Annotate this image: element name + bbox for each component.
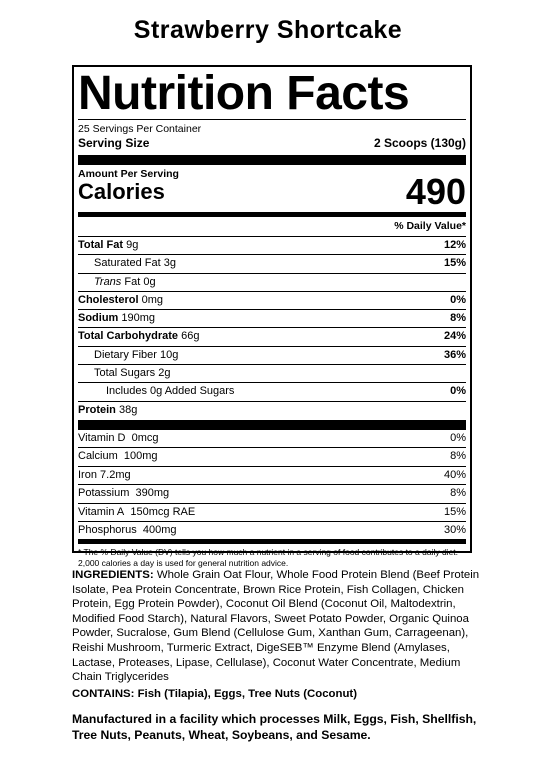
nutrient-amount: 3g bbox=[163, 257, 176, 270]
nutrient-dv: 24% bbox=[443, 330, 466, 343]
ingredients-label: INGREDIENTS: bbox=[72, 569, 154, 581]
nutrient-amount: 190mg bbox=[121, 312, 156, 325]
allergen-contains: CONTAINS: Fish (Tilapia), Eggs, Tree Nuts (Coconut) bbox=[72, 687, 357, 700]
vitamin-amount: 150mcg RAE bbox=[130, 505, 196, 518]
vitamin-row-potassium bbox=[78, 484, 466, 502]
nutrient-row-dietary-fiber bbox=[78, 346, 466, 364]
vitamin-amount: 400mg bbox=[142, 523, 177, 536]
nutrient-amount: 0mg bbox=[141, 293, 163, 306]
serving-size-value: 2 Scoops (130g) bbox=[373, 136, 466, 150]
nutrient-row-total-carbohydrate bbox=[78, 327, 466, 345]
nutrient-amount: 0g bbox=[143, 275, 156, 288]
vitamin-list bbox=[78, 430, 466, 539]
nutrient-amount: 2g bbox=[158, 367, 171, 380]
panel-title: Nutrition Facts bbox=[78, 67, 410, 120]
nutrient-dv: 8% bbox=[450, 312, 466, 325]
ingredients-text: Whole Grain Oat Flour, Whole Food Protein Blend (Beef Protein Isolate, Pea Protein Concentrate, Brown Rice Protein, Fish Collagen, Chicken Protein, Egg Protein Powder), Coconut Oil Blend (Coconut Oil, Maltodextrin, Modified Food Starch), Natural Flavors, Sweet Potato Powder, Organic Quinoa Powder, Sucralose, Gum Blend (Cellulose Gum, Xanthan Gum, Carrageenan), Reishi Mushroom, Turmeric Extract, DigeSEB™ Enzyme Blend (Amylases, Lactase, Proteases, Lipase, Cellulase), Coconut Water Concentrate, Medium Chain Triglycerides bbox=[72, 569, 480, 684]
nutrient-row-protein bbox=[78, 401, 466, 419]
nutrition-facts-panel bbox=[72, 65, 472, 569]
nutrient-amount: 66g bbox=[181, 330, 200, 343]
nutrient-row-total-fat bbox=[78, 237, 466, 254]
amount-per-serving-text: Amount Per Serving bbox=[78, 168, 179, 180]
nutrient-name: Dietary Fiber bbox=[94, 348, 157, 361]
nutrient-dv: 0% bbox=[450, 293, 466, 306]
nutrient-list bbox=[78, 237, 466, 419]
nutrient-name: Saturated Fat bbox=[94, 257, 161, 270]
calories-value: 490 bbox=[405, 171, 466, 212]
nutrient-dv: 0% bbox=[450, 385, 466, 398]
vitamin-name: Vitamin D bbox=[78, 431, 126, 444]
calories-label: Calories bbox=[78, 179, 165, 204]
nutrient-row-saturated-fat bbox=[78, 254, 466, 272]
nutrient-name: Protein bbox=[78, 403, 116, 416]
vitamin-name: Potassium bbox=[78, 487, 130, 500]
nutrient-dv: 12% bbox=[443, 239, 466, 251]
servings-per-container bbox=[78, 123, 466, 135]
nutrient-name: Fat bbox=[124, 275, 141, 288]
daily-value-header bbox=[78, 217, 466, 236]
nutrient-name: Sodium bbox=[78, 312, 119, 325]
nutrient-row-total-sugars bbox=[78, 364, 466, 382]
nutrient-name: Includes 0g Added Sugars bbox=[106, 385, 235, 398]
ingredients-section bbox=[72, 568, 480, 701]
nutrient-dv: 15% bbox=[443, 257, 466, 270]
nutrient-name: Cholesterol bbox=[78, 293, 139, 306]
nutrient-row-trans-fat bbox=[78, 273, 466, 291]
divider-thick bbox=[78, 420, 466, 430]
product-title: Strawberry Shortcake bbox=[133, 16, 403, 44]
nutrient-name: Total Carbohydrate bbox=[78, 330, 179, 343]
vitamin-row-calcium bbox=[78, 447, 466, 465]
vitamin-amount: 7.2mg bbox=[100, 468, 131, 481]
nutrient-row-sodium bbox=[78, 309, 466, 327]
nutrient-name: Total Sugars bbox=[94, 367, 156, 380]
vitamin-amount: 0mcg bbox=[131, 431, 159, 444]
nutrient-row-cholesterol bbox=[78, 291, 466, 309]
vitamin-row-iron bbox=[78, 466, 466, 484]
nutrient-name: Total Fat bbox=[78, 239, 124, 251]
vitamin-dv: 8% bbox=[450, 487, 466, 500]
divider-thick bbox=[78, 155, 466, 165]
nutrient-row-added-sugars bbox=[78, 382, 466, 400]
vitamin-dv: 30% bbox=[443, 523, 466, 536]
vitamin-dv: 0% bbox=[450, 431, 466, 444]
nutrient-amount: 38g bbox=[118, 403, 138, 416]
daily-value-footnote: * The % Daily Value (DV) tells you how much a nutrient in a serving of food contributes to a daily diet. 2,000 calories a day is used for general nutrition advice. bbox=[78, 547, 459, 569]
daily-value-header-text: % Daily Value* bbox=[394, 220, 466, 232]
facility-statement: Manufactured in a facility which processes Milk, Eggs, Fish, Shellfish, Tree Nuts, Peanuts, Wheat, Soybeans, and Sesame. bbox=[72, 712, 477, 742]
vitamin-name: Calcium bbox=[78, 450, 118, 463]
nutrient-amount: 10g bbox=[160, 348, 179, 361]
serving-size-row bbox=[78, 136, 466, 150]
servings-per-container-text: 25 Servings Per Container bbox=[78, 123, 202, 135]
vitamin-row-vitamin-d bbox=[78, 430, 466, 447]
vitamin-row-vitamin-a bbox=[78, 503, 466, 521]
vitamin-dv: 40% bbox=[443, 468, 466, 481]
nutrient-dv: 36% bbox=[443, 348, 466, 361]
nutrient-amount: 9g bbox=[126, 239, 139, 251]
vitamin-row-phosphorus bbox=[78, 521, 466, 539]
serving-size-label: Serving Size bbox=[78, 136, 150, 150]
vitamin-name: Phosphorus bbox=[78, 523, 137, 536]
vitamin-name: Vitamin A bbox=[78, 505, 125, 518]
vitamin-amount: 100mg bbox=[123, 450, 158, 463]
vitamin-dv: 8% bbox=[450, 450, 466, 463]
nutrient-name-italic: Trans bbox=[94, 275, 122, 288]
vitamin-name: Iron bbox=[78, 468, 97, 481]
vitamin-amount: 390mg bbox=[135, 487, 170, 500]
vitamin-dv: 15% bbox=[443, 505, 466, 518]
